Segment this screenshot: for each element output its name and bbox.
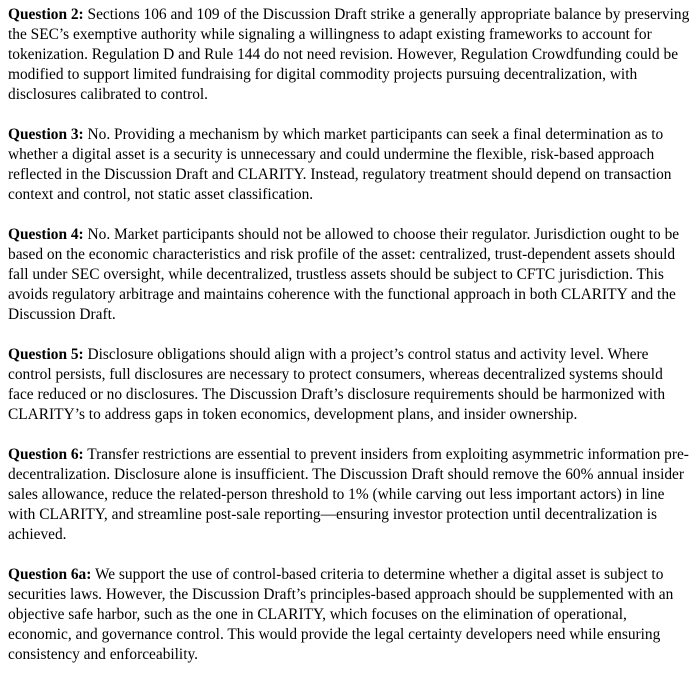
question-6a-text: We support the use of control-based criteria to determine whether a digital asset is subject to securities laws. However, the Discussion Draft’s principles-based approach should be supplemented with an objective safe harbor, such as the one in CLARITY, which focuses on the elimination of operational, economic, and governance control. This would provide the legal certainty developers need while ensuring consistency and enforceability.: [8, 566, 674, 663]
question-3-label: Question 3:: [8, 126, 84, 143]
question-3-text: No. Providing a mechanism by which market participants can seek a final determination as to whether a digital asset is a security is unnecessary and could undermine the flexible, risk-based approach reflected in the Discussion Draft and CLARITY. Instead, regulatory treatment should depend on transaction context and control, not static asset classification.: [8, 126, 672, 203]
question-2-label: Question 2:: [8, 6, 84, 23]
question-5-label: Question 5:: [8, 346, 84, 363]
question-6a-paragraph: [8, 565, 692, 665]
question-3-paragraph: [8, 125, 692, 205]
document-body: [8, 5, 692, 685]
question-6-paragraph: [8, 445, 692, 545]
question-2-paragraph: [8, 5, 692, 105]
question-6-label: Question 6:: [8, 446, 84, 463]
question-4-paragraph: [8, 225, 692, 325]
question-6a-label: Question 6a:: [8, 566, 92, 583]
question-2-text: Sections 106 and 109 of the Discussion Draft strike a generally appropriate balance by preserving the SEC’s exemptive authority while signaling a willingness to adapt existing frameworks to account for tokenization. Regulation D and Rule 144 do not need revision. However, Regulation Crowdfunding could be modified to support limited fundraising for digital commodity projects pursuing decentralization, with disclosures calibrated to control.: [8, 6, 690, 103]
question-5-text: Disclosure obligations should align with a project’s control status and activity level. Where control persists, full disclosures are necessary to protect consumers, whereas decentralized systems should face reduced or no disclosures. The Discussion Draft’s disclosure requirements should be harmonized with CLARITY’s to address gaps in token economics, development plans, and insider ownership.: [8, 346, 666, 423]
question-6-text: Transfer restrictions are essential to prevent insiders from exploiting asymmetric information pre-decentralization. Disclosure alone is insufficient. The Discussion Draft should remove the 60% annual insider sales allowance, reduce the related-person threshold to 1% (while carving out less important actors) in line with CLARITY, and streamline post-sale reporting—ensuring investor protection until decentralization is achieved.: [8, 446, 689, 543]
question-4-label: Question 4:: [8, 226, 84, 243]
question-4-text: No. Market participants should not be allowed to choose their regulator. Jurisdiction ought to be based on the economic characteristics and risk profile of the asset: centralized, trust-dependent assets should fall under SEC oversight, while decentralized, trustless assets should be subject to CFTC jurisdiction. This avoids regulatory arbitrage and maintains coherence with the functional approach in both CLARITY and the Discussion Draft.: [8, 226, 680, 323]
question-5-paragraph: [8, 345, 692, 425]
